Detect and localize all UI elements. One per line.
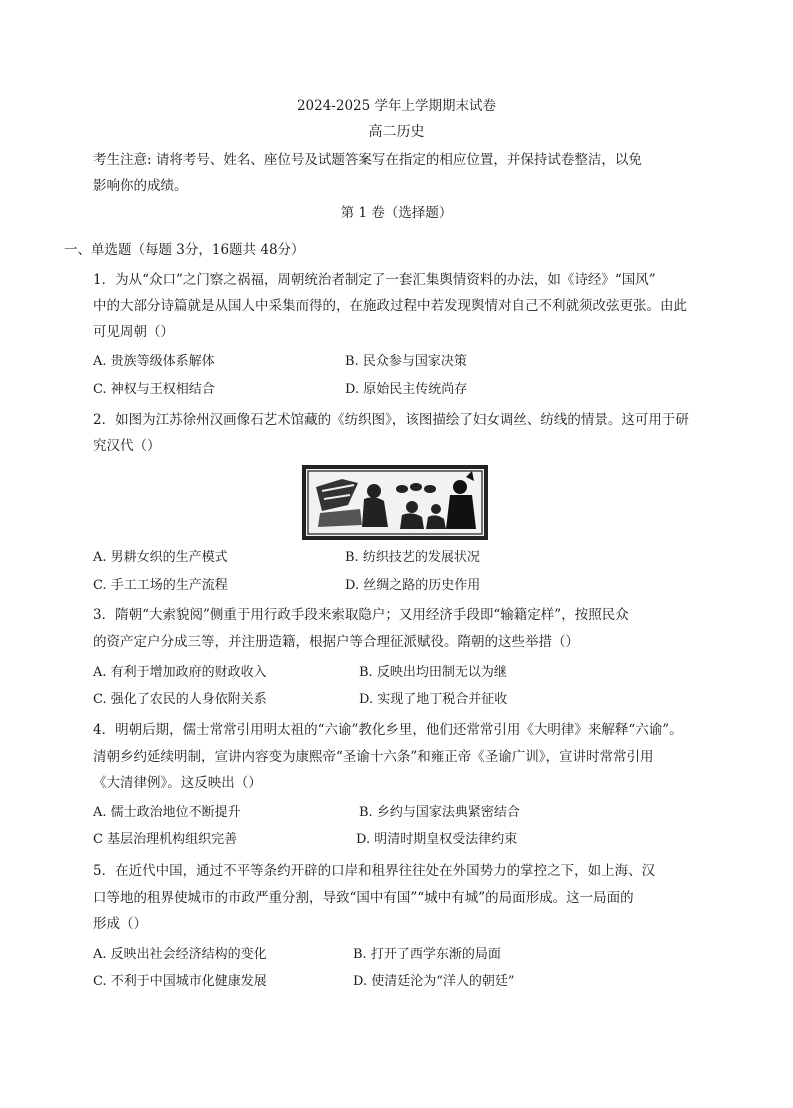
question-3-option-b: B. 反映出均田制无以为继	[359, 665, 507, 680]
question-4-line-1: 4．明朝后期，儒士常常引用明太祖的“六谕”教化乡里，他们还常常引用《大明律》来解释“六谕”。	[93, 722, 683, 738]
question-2-line-1: 2．如图为江苏徐州汉画像石艺术馆藏的《纺织图》，该图描绘了妇女调丝、纺线的情景。这可用于研	[93, 412, 689, 428]
question-1-line-3: 可见周朝（）	[93, 324, 174, 340]
question-1-option-a: A. 贵族等级体系解体	[93, 354, 215, 369]
question-1-line-2: 中的大部分诗篇就是从国人中采集而得的，在施政过程中若发现舆情对自己不利就须改弦更张。由此	[93, 298, 687, 314]
question-4-option-a: A. 儒士政治地位不断提升	[93, 805, 241, 820]
notice-line-1: 考生注意: 请将考号、姓名、座位号及试题答案写在指定的相应位置，并保持试卷整洁，以免	[93, 152, 642, 168]
exam-title: 2024-2025 学年上学期期末试卷	[296, 98, 497, 114]
question-4-line-2: 清朝乡约延续明制，宣讲内容变为康熙帝“圣谕十六条”和雍正帝《圣谕广训》，宣讲时常常引用	[93, 749, 654, 765]
question-3-line-2: 的资产定户分成三等，并注册造籍，根据户等合理征派赋役。隋朝的这些举措（）	[93, 634, 579, 650]
question-5-line-2: 口等地的租界使城市的市政严重分割，导致“国中有国”“城中有城”的局面形成。这一局面的	[93, 890, 634, 906]
question-5-option-d: D. 使清廷沦为“洋人的朝廷”	[353, 974, 515, 989]
question-4-option-d: D. 明清时期皇权受法律约束	[356, 832, 518, 847]
question-2-option-d: D. 丝绸之路的历史作用	[345, 578, 481, 593]
question-5-option-c: C. 不利于中国城市化健康发展	[93, 974, 267, 989]
question-1-option-c: C. 神权与王权相结合	[93, 382, 215, 397]
question-5-line-3: 形成（）	[93, 916, 147, 932]
question-5-option-a: A. 反映出社会经济结构的变化	[93, 947, 267, 962]
question-2-option-b: B. 纺织技艺的发展状况	[345, 550, 480, 565]
section-title: 一、单选题（每题 3分，16题共 48分）	[64, 242, 305, 258]
question-4-option-b: B. 乡约与国家法典紧密结合	[359, 805, 520, 820]
question-2-option-c: C. 手工工场的生产流程	[93, 578, 228, 593]
question-1-option-b: B. 民众参与国家决策	[345, 354, 467, 369]
question-5-option-b: B. 打开了西学东渐的局面	[353, 947, 501, 962]
question-2-line-2: 究汉代（）	[93, 438, 161, 454]
weaving-figure-image	[302, 465, 488, 540]
question-4-option-c: C 基层治理机构组织完善	[93, 832, 238, 847]
question-3-option-d: D. 实现了地丁税合并征收	[359, 692, 508, 707]
question-4-line-3: 《大清律例》。这反映出（）	[93, 775, 262, 791]
question-2-option-a: A. 男耕女织的生产模式	[93, 550, 228, 565]
question-5-line-1: 5．在近代中国，通过不平等条约开辟的口岸和租界往往处在外国势力的掌控之下，如上海、汉	[93, 863, 656, 879]
question-3-option-c: C. 强化了农民的人身依附关系	[93, 692, 267, 707]
volume-title: 第 1 卷（选择题）	[340, 205, 453, 221]
exam-subject: 高二历史	[368, 124, 425, 140]
question-1-line-1: 1．为从“众口”之门察之祸福，周朝统治者制定了一套汇集舆情资料的办法，如《诗经》“国风”	[93, 272, 656, 288]
notice-line-2: 影响你的成绩。	[93, 178, 188, 194]
question-1-option-d: D. 原始民主传统尚存	[345, 382, 468, 397]
question-3-option-a: A. 有利于增加政府的财政收入	[93, 665, 267, 680]
question-3-line-1: 3．隋朝“大索貌阅”侧重于用行政手段来索取隐户；又用经济手段即“输籍定样”，按照民众	[93, 607, 629, 623]
